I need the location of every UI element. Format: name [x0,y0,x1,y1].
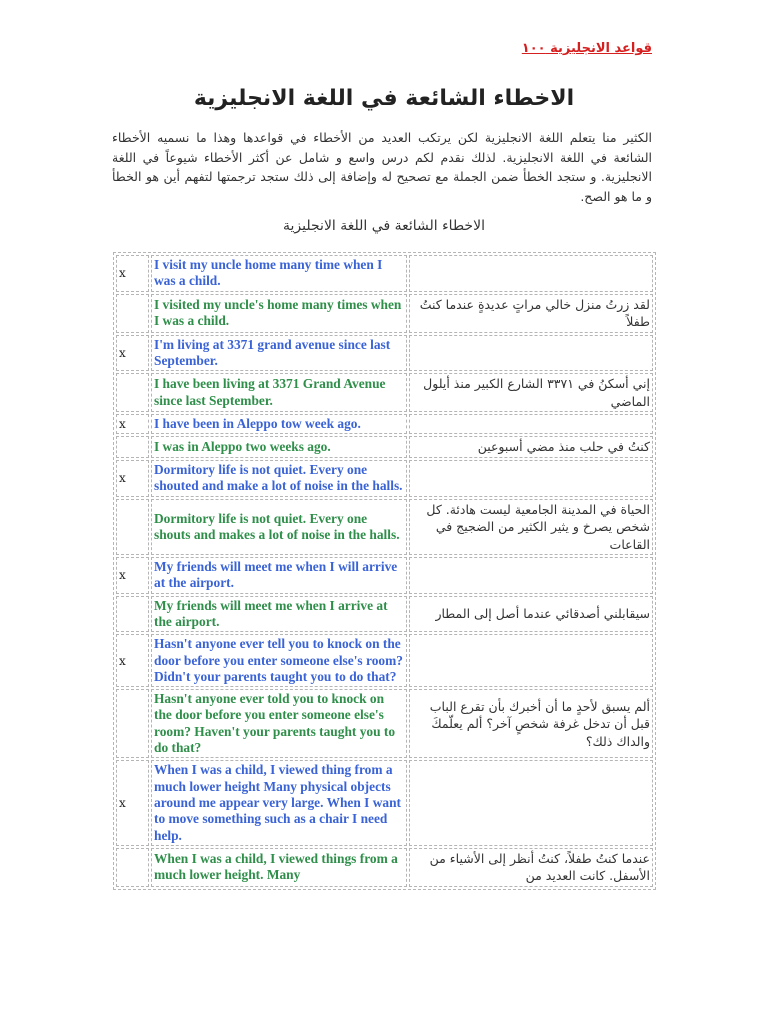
table-row-wrong [116,634,653,687]
arabic-translation-cell: عندما كنتُ طفلاً، كنتُ أنظر إلى الأشياء من الأسفل. كانت العديد من [409,848,653,887]
table-row-wrong [116,414,653,434]
error-mark-cell: x [116,760,149,845]
arabic-translation-cell [409,414,653,434]
arabic-translation-cell [409,557,653,594]
table-row-wrong [116,760,653,845]
wrong-sentence-cell: Hasn't anyone ever tell you to knock on the door before you enter someone else's room? Didn't your parents taught you to do that? [151,634,407,687]
wrong-sentence-cell: I'm living at 3371 grand avenue since last September. [151,335,407,372]
error-mark-cell [116,373,149,412]
error-mark-cell [116,689,149,758]
error-mark-cell: x [116,557,149,594]
table-row-wrong [116,255,653,292]
correct-sentence-cell: My friends will meet me when I arrive at the airport. [151,596,407,633]
intro-paragraph: الكثير منا يتعلم اللغة الانجليزية لكن يرتكب العديد من الأخطاء في قواعدها وهذا ما نسميه الأخطاء الشائعة في اللغة الانجليزية. لذلك نقدم لكم درس واسع و شامل عن أكثر الأخطاء شيوعاً في اللغة الانجليزية. و ستجد الخطأ ضمن الجملة مع تصحيح له وإضافة إلى ذلك ستجد ترجمتها لتفهم أين هو الخطأ و ما هو الصح. [112,130,652,204]
wrong-sentence-cell: I visit my uncle home many time when I was a child. [151,255,407,292]
table-row-wrong [116,557,653,594]
arabic-translation-cell [409,634,653,687]
table-row-correct [116,499,653,556]
error-mark-cell [116,848,149,887]
error-mark-cell: x [116,255,149,292]
table-row-correct [116,373,653,412]
arabic-translation-cell: الحياة في المدينة الجامعية ليست هادئة. كل شخص يصرخ و يثير الكثير من الضجيج في القاعات [409,499,653,556]
arabic-translation-cell: ألم يسبق لأحدٍ ما أن أخبرك بأن تقرع الباب قبل أن تدخل غرفة شخصٍ آخر؟ ألم يعلّمكَ والداك ذلك؟ [409,689,653,758]
error-mark-cell: x [116,414,149,434]
table-row-correct [116,689,653,758]
arabic-translation-cell: سيقابلني أصدقائي عندما أصل إلى المطار [409,596,653,633]
table-row-correct [116,436,653,458]
arabic-translation-cell [409,335,653,372]
error-mark-cell [116,596,149,633]
wrong-sentence-cell: I have been in Aleppo tow week ago. [151,414,407,434]
error-mark-cell: x [116,335,149,372]
error-mark-cell [116,499,149,556]
wrong-sentence-cell: Dormitory life is not quiet. Every one shouted and make a lot of noise in the halls. [151,460,407,497]
page-title: الاخطاء الشائعة في اللغة الانجليزية [193,86,575,111]
error-mark-cell: x [116,634,149,687]
arabic-translation-cell: إني أسكنُ في ٣٣٧١ الشارع الكبير منذ أيلول الماضي [409,373,653,412]
top-breadcrumb-link[interactable]: قواعد الانجليزية ١٠٠ [521,41,652,56]
errors-table [113,252,656,890]
arabic-translation-cell [409,460,653,497]
wrong-sentence-cell: My friends will meet me when I will arrive at the airport. [151,557,407,594]
wrong-sentence-cell: When I was a child, I viewed thing from a much lower height Many physical objects around me appear very large. When I want to move something such as a chair I need help. [151,760,407,845]
correct-sentence-cell: When I was a child, I viewed things from a much lower height. Many [151,848,407,887]
error-mark-cell [116,294,149,333]
error-mark-cell: x [116,460,149,497]
arabic-translation-cell: لقد زرتُ منزل خالي مراتٍ عديدةٍ عندما كنتُ طفلاً [409,294,653,333]
correct-sentence-cell: I was in Aleppo two weeks ago. [151,436,407,458]
table-row-correct [116,294,653,333]
correct-sentence-cell: Hasn't anyone ever told you to knock on the door before you enter someone else's room? Haven't your parents taught you to do that? [151,689,407,758]
arabic-translation-cell [409,255,653,292]
table-row-wrong [116,335,653,372]
table-row-correct [116,848,653,887]
correct-sentence-cell: Dormitory life is not quiet. Every one shouts and makes a lot of noise in the halls. [151,499,407,556]
table-row-wrong [116,460,653,497]
arabic-translation-cell: كنتُ في حلب منذ مضي أسبوعين [409,436,653,458]
arabic-translation-cell [409,760,653,845]
table-subtitle: الاخطاء الشائعة في اللغة الانجليزية [283,218,485,234]
error-mark-cell [116,436,149,458]
correct-sentence-cell: I have been living at 3371 Grand Avenue since last September. [151,373,407,412]
table-row-correct [116,596,653,633]
correct-sentence-cell: I visited my uncle's home many times when I was a child. [151,294,407,333]
